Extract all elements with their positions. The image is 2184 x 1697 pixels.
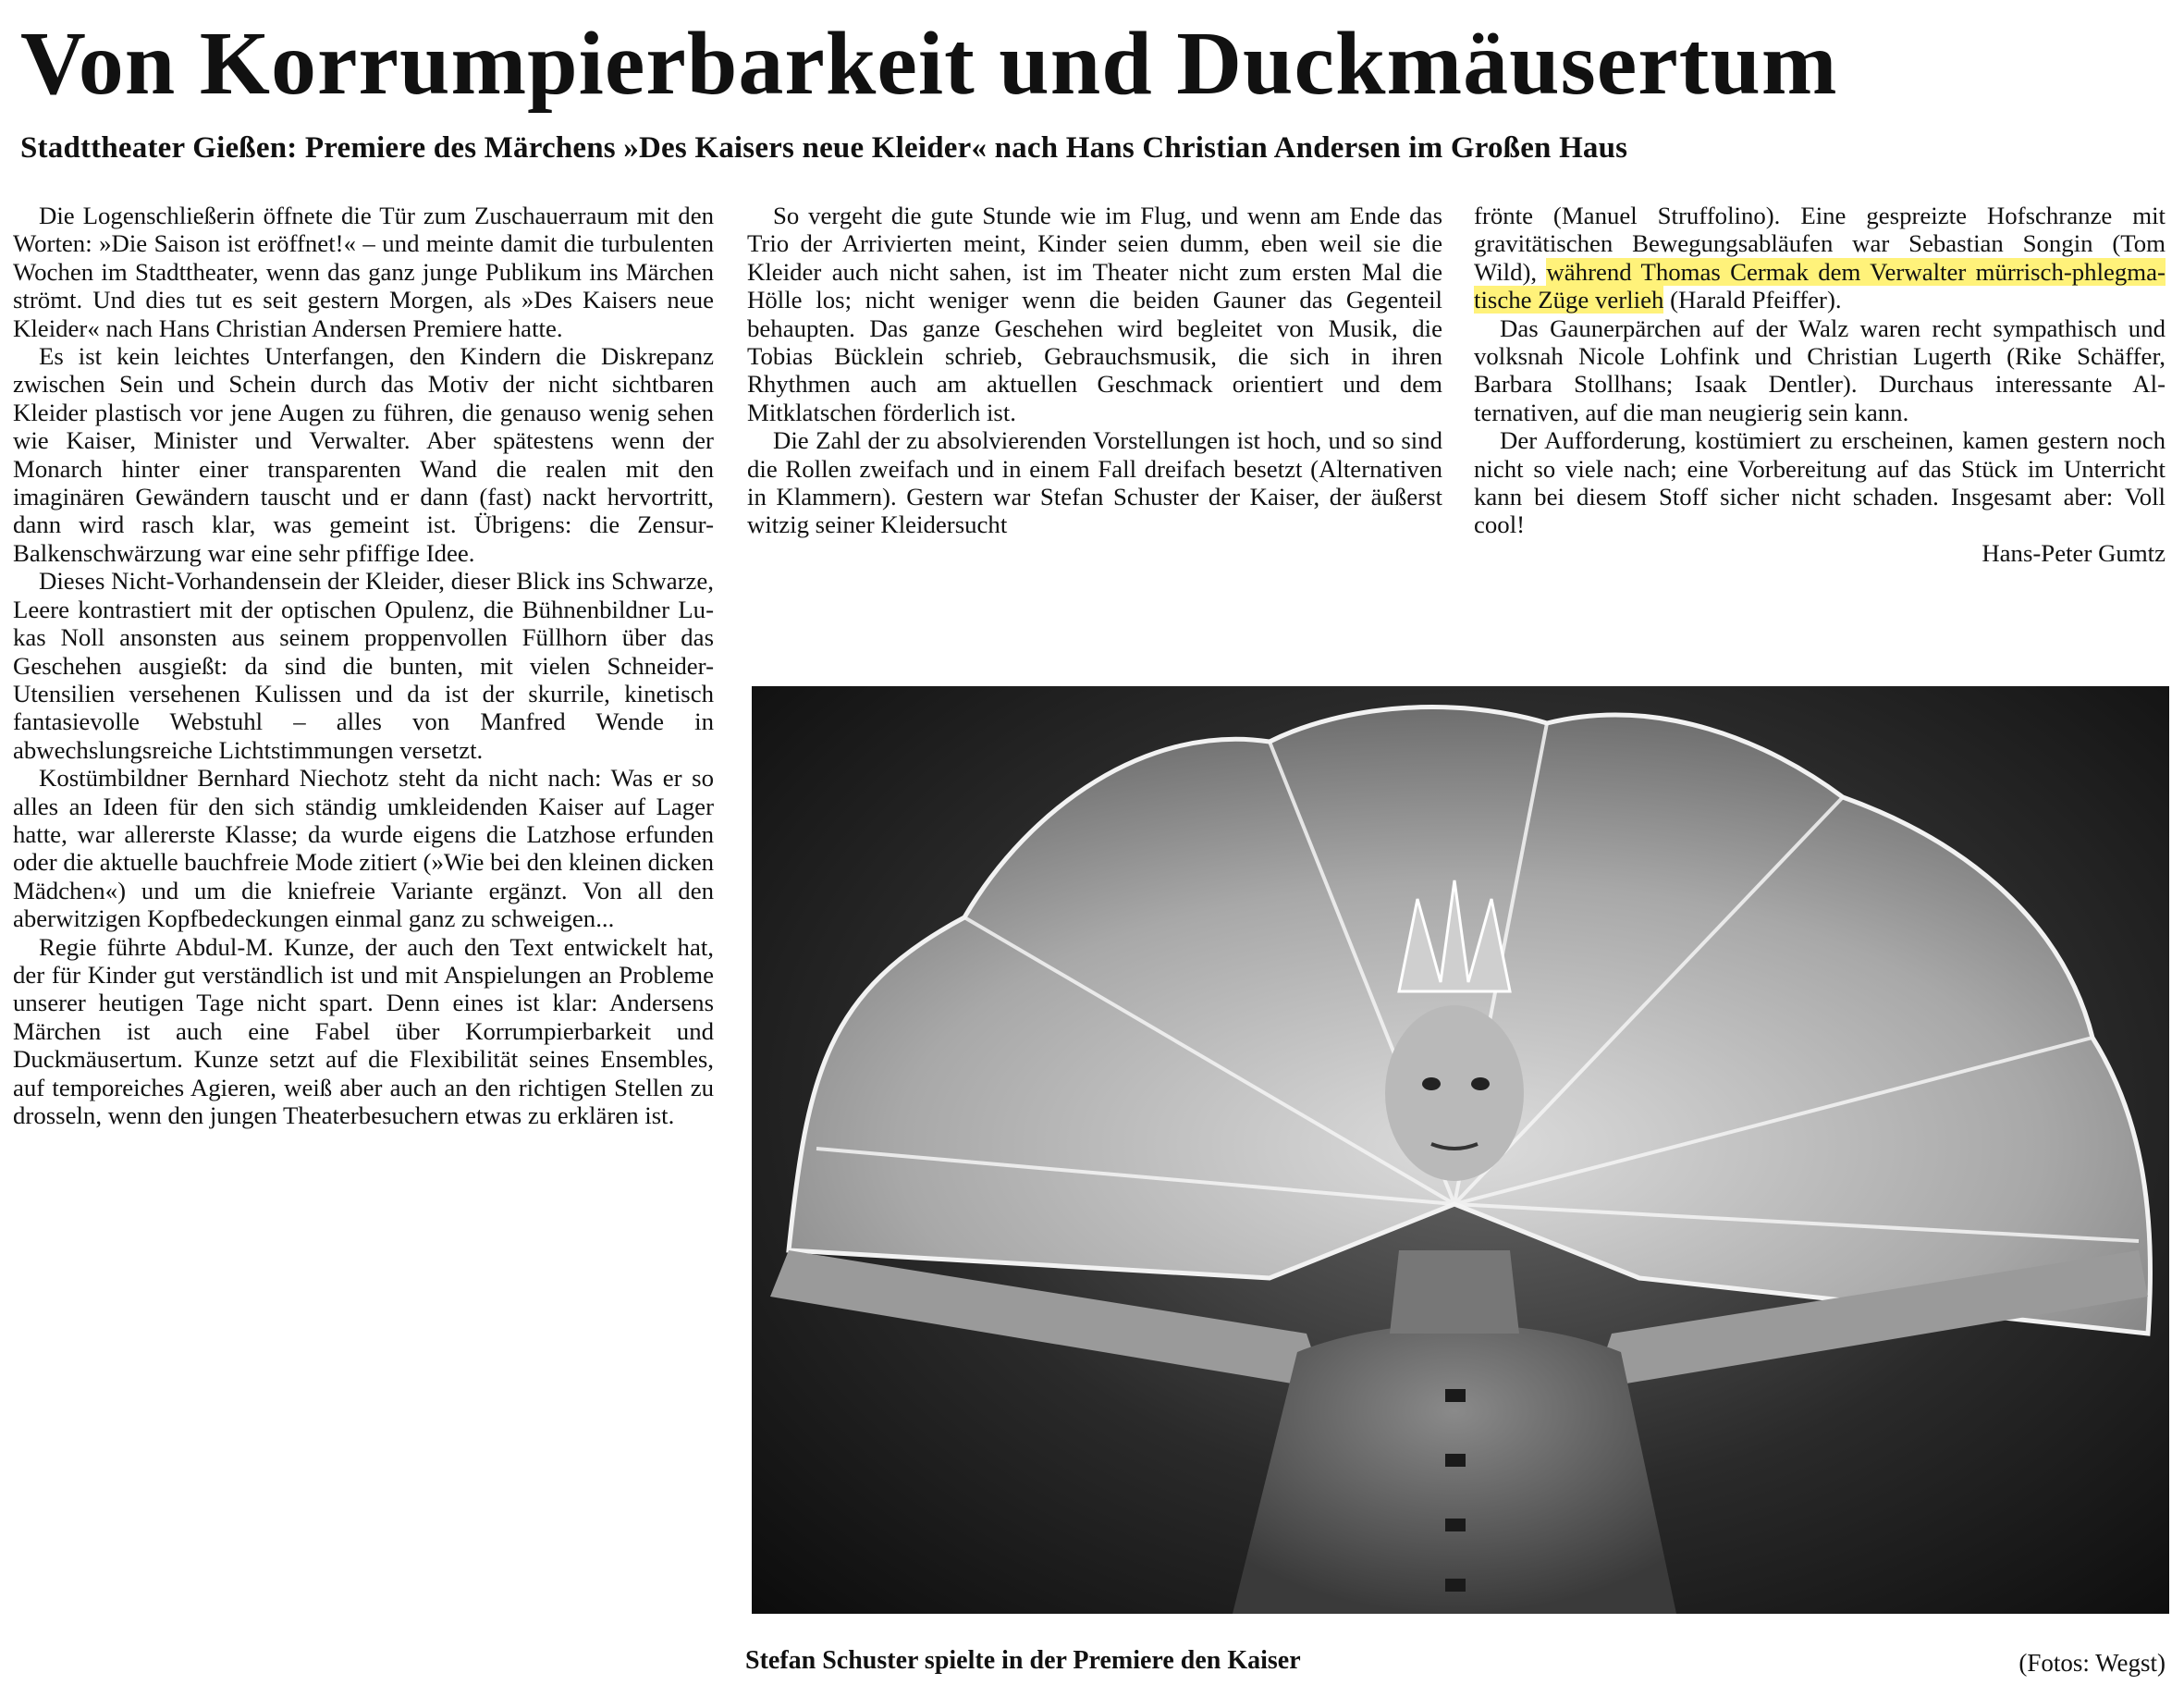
paragraph: So vergeht die gute Stunde wie im Flug, und wenn am Ende das Trio der Arrivierten meint, Kinder seien dumm, eben weil sie die Kleider auch nicht sahen, ist im Theater nicht zum ersten Mal die Hölle los; nicht weniger wenn die beiden Gauner das Gegenteil behaupten. Das ganze Geschehen wird begleitet von Musik, die Tobias Bücklein schrieb, Gebrauchsmusik, die sich in ihren Rhythmen auch am aktuellen Geschmack orientiert und dem Mitklatschen förderlich ist. (747, 202, 1442, 426)
article-column-2 (747, 202, 1442, 673)
text-run: (Harald Pfeiffer). (1663, 286, 1842, 314)
paragraph: Die Logenschließerin öffnete die Tür zum Zuschauerraum mit den Worten: »Die Saison ist eröffnet!« – und meinte damit die turbulenten Wochen im Stadttheater, wenn das ganz junge Publikum ins Märchen strömt. Und dies tut es seit gestern Morgen, als »Des Kaisers neue Kleider« nach Hans Christian Andersen Premiere hatte. (13, 202, 714, 342)
article-column-1 (13, 202, 714, 1681)
highlighted-text: während Thomas Cermak dem Verwalter mürrisch-phlegmatische Züge verlieh (1474, 257, 2166, 314)
stage-photo (752, 686, 2169, 1614)
subheadline: Stadttheater Gießen: Premiere des Märchens »Des Kaisers neue Kleider« nach Hans Christian Andersen im Großen Haus (20, 131, 1628, 165)
paragraph: Die Zahl der zu absolvierenden Vorstellungen ist hoch, und so sind die Rollen zweifach und in einem Fall dreifach besetzt (Alternativen in Klammern). Gestern war Stefan Schuster der Kaiser, der äußerst witzig seiner Kleidersucht (747, 426, 1442, 539)
headline: Von Korrumpierbarkeit und Duckmäusertum (20, 14, 1838, 114)
paragraph: Dieses Nicht-Vorhandensein der Kleider, dieser Blick ins Schwarze, Leere kontrastiert mit der optischen Opulenz, die Bühnenbildner Lukas Noll ansonsten aus seinem proppenvollen Füllhorn über das Geschehen ausgießt: da sind die bunten, mit vielen Schneider-Utensilien versehenen Kulissen und da ist der skurrile, kinetisch fantasievolle Webstuhl – alles von Manfred Wende in abwechslungsreiche Lichtstimmungen versetzt. (13, 567, 714, 764)
photo-caption: Stefan Schuster spielte in der Premiere den Kaiser (745, 1646, 1301, 1675)
paragraph: Regie führte Abdul-M. Kunze, der auch den Text entwickelt hat, der für Kinder gut verständlich ist und mit Anspielungen an Probleme unserer heutigen Tage nicht spart. Denn eines ist klar: Andersens Märchen ist auch eine Fabel über Korrumpierbarkeit und Duckmäusertum. Kunze setzt auf die Flexibilität seines Ensembles, auf temporeiches Agieren, weiß aber auch an den richtigen Stellen zu drosseln, wenn den jungen Theaterbesuchern etwas zu erklären ist. (13, 932, 714, 1129)
paragraph: Kostümbildner Bernhard Niechotz steht da nicht nach: Was er so alles an Ideen für den sich ständig umkleidenden Kaiser auf Lager hatte, war allererste Klasse; da wurde eigens die Latzhose erfunden oder die aktuelle bauchfreie Mode zitiert (»Wie bei den kleinen dicken Mädchen«) und um die kniefreie Variante ergänzt. Von all den aberwitzigen Kopfbedeckungen einmal ganz zu schweigen... (13, 764, 714, 933)
paragraph: Es ist kein leichtes Unterfangen, den Kindern die Diskrepanz zwischen Sein und Schein durch das Motiv der nicht sichtbaren Kleider plastisch vor jene Augen zu führen, die genauso wenig sehen wie Kaiser, Minister und Verwalter. Aber spätestens wenn der Monarch hinter einer transparenten Wand die realen mit den imaginären Gewändern tauscht und er dann (fast) nackt hervortritt, dann wird rasch klar, was gemeint ist. Übrigens: die Zensur-Balkenschwärzung war eine sehr pfiffige Idee. (13, 342, 714, 567)
paragraph (1474, 202, 2166, 314)
paragraph: Das Gaunerpärchen auf der Walz waren recht sympathisch und volksnah Nicole Lohfink und Christian Lugerth (Rike Schäffer, Barbara Stollhans; Isaak Dentler). Durchaus interessante Alternativen, auf die man neugierig sein kann. (1474, 314, 2166, 426)
author-byline: Hans-Peter Gumtz (1982, 538, 2166, 567)
photo-credit: (Fotos: Wegst) (2018, 1649, 2166, 1677)
text-run: frönte (Manuel Struffolino). Eine gespreizte Hofschranze mit gravitätischen Bewegungsabläufen war Sebastian Songin (Tom Wild), (1474, 202, 2166, 286)
photo-illustration (752, 686, 2169, 1614)
article-column-3 (1474, 202, 2166, 673)
actor-head (1385, 1005, 1524, 1181)
actor-body (1233, 1324, 1676, 1614)
paragraph: Der Aufforderung, kostümiert zu erscheinen, kamen gestern noch nicht so viele nach; eine Vorbereitung auf das Stück im Unterricht kann bei diesem Stoff sicher nicht schaden. Insgesamt aber: Voll cool! (1474, 426, 2166, 539)
